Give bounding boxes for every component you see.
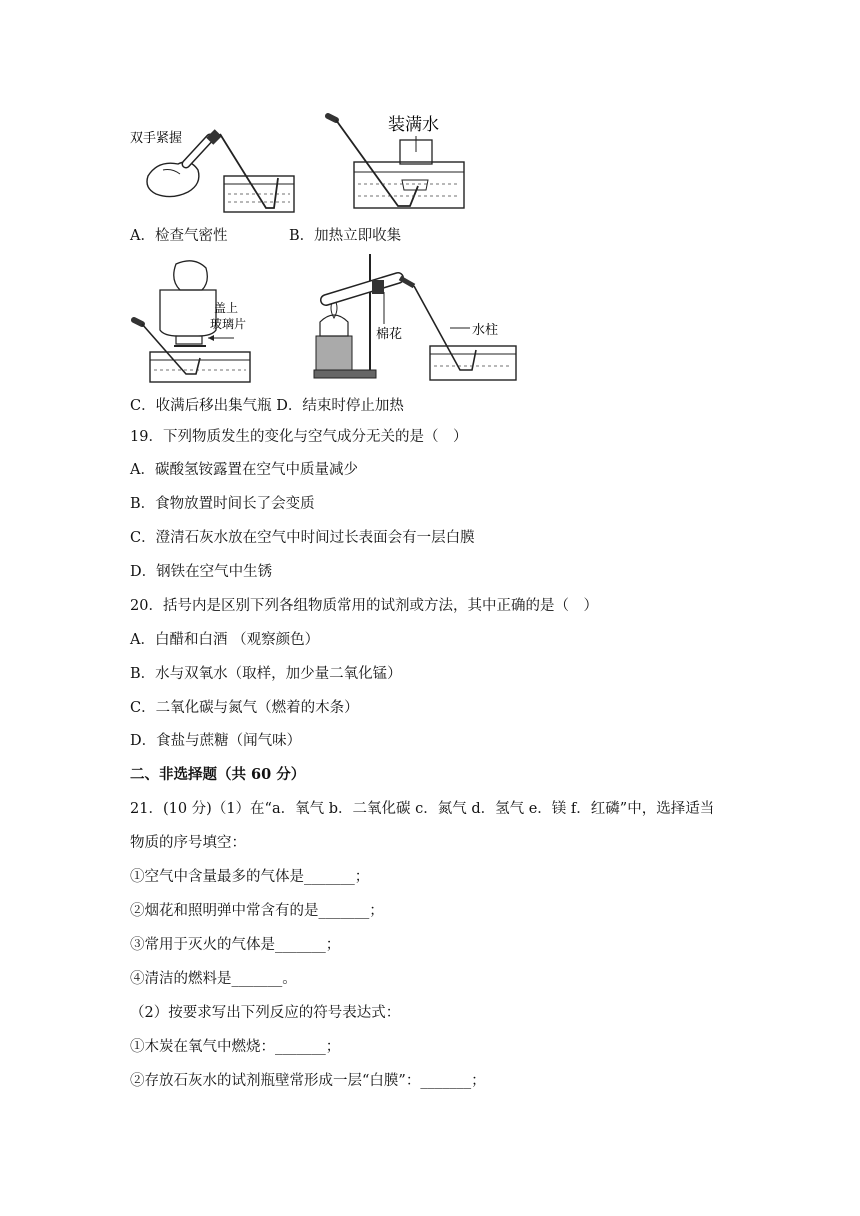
figure-a-label: 双手紧握: [130, 131, 183, 146]
caption-row2: C．收满后移出集气瓶 D．结束时停止加热: [130, 398, 404, 414]
q19-option-c: C．澄清石灰水放在空气中时间过长表面会有一层白膜: [130, 530, 475, 546]
caption-b: B．加热立即收集: [289, 228, 402, 244]
figure-b-label: 装满水: [388, 115, 439, 135]
q19-option-d: D．钢铁在空气中生锈: [130, 564, 273, 580]
q21-part2: （2）按要求写出下列反应的符号表达式：: [130, 1005, 401, 1021]
figure-c-remove-jar: [128, 256, 308, 386]
q20-option-d: D．食盐与蔗糖（闻气味）: [130, 733, 302, 749]
q21-sub4: ④清洁的燃料是_______。: [130, 971, 297, 987]
q19-option-b: B．食物放置时间长了会变质: [130, 496, 315, 512]
section-heading: 二、非选择题（共 60 分）: [130, 766, 306, 783]
q21-reaction2: ②存放石灰水的试剂瓶壁常形成一层“白膜”：_______；: [130, 1073, 486, 1089]
q20-option-b: B．水与双氧水（取样，加少量二氧化锰）: [130, 666, 402, 682]
q20-option-c: C．二氧化碳与氮气（燃着的木条）: [130, 700, 359, 716]
figure-c-label-2: 玻璃片: [210, 317, 247, 331]
q20-stem: 20．括号内是区别下列各组物质常用的试剂或方法，其中正确的是（ ）: [130, 598, 598, 614]
q19-stem: 19．下列物质发生的变化与空气成分无关的是（ ）: [130, 429, 468, 445]
figure-d-label-water: 水柱: [472, 323, 499, 338]
figure-a-airtightness: [128, 118, 298, 218]
figure-c-label-1: 盖上: [214, 301, 239, 315]
q21-line1: 21．(10 分)（1）在“a．氧气 b．二氧化碳 c．氮气 d．氢气 e．镁 f．红磷”中，选择适当: [130, 801, 715, 817]
q21-reaction1: ①木炭在氧气中燃烧：_______；: [130, 1039, 341, 1055]
q20-option-a: A．白醋和白酒 （观察颜色）: [130, 632, 320, 648]
caption-a: A．检查气密性: [130, 228, 228, 244]
figure-d-label-cotton: 棉花: [376, 327, 403, 342]
q21-sub2: ②烟花和照明弹中常含有的是_______；: [130, 903, 384, 919]
figure-d-stop-heating: [310, 252, 520, 387]
q19-option-a: A．碳酸氢铵露置在空气中质量减少: [130, 462, 358, 478]
q21-sub3: ③常用于灭火的气体是_______；: [130, 937, 341, 953]
q21-sub1: ①空气中含量最多的气体是_______；: [130, 869, 370, 885]
figure-b-collect: [318, 108, 468, 216]
q21-line2: 物质的序号填空：: [130, 835, 246, 851]
